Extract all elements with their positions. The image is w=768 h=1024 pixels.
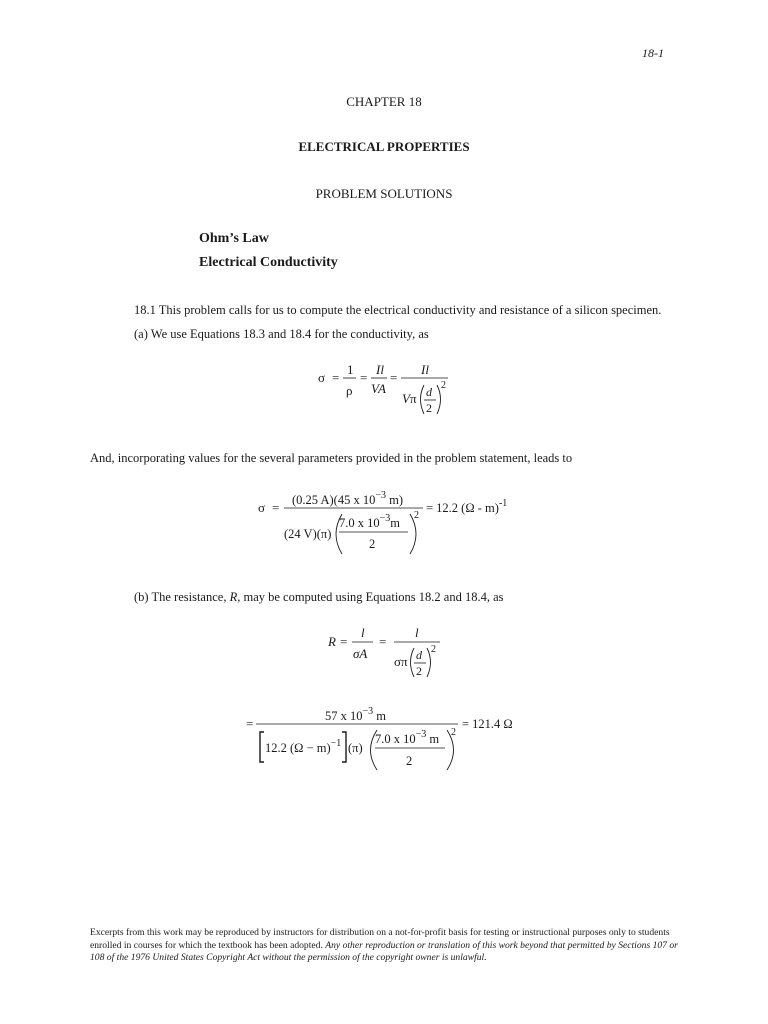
eq3-equals-2: = (379, 634, 387, 649)
eq4-outer-exponent: 2 (451, 727, 456, 738)
eq2-result: = 12.2 (Ω - m)$^{-1}$ (426, 498, 508, 515)
eq3-equals-1: = (340, 634, 348, 649)
eq1-equals-1: = (332, 370, 340, 385)
copyright-footer (90, 927, 680, 965)
footer-italic-text: Any other reproduction or translation of this work beyond that permitted by Sections 107 or 108 of the 1976 United States Copyright Act without the permission of the copyright owner is unlawful. (90, 939, 678, 964)
eq3-l: l (361, 625, 365, 640)
eq4-denominator-b: (π) (348, 741, 363, 755)
eq1-two: 2 (426, 401, 432, 415)
part-b-text (134, 590, 504, 605)
eq1-equals-2: = (360, 370, 368, 385)
eq3-left-paren (411, 648, 415, 677)
conductivity-value-equation (250, 482, 540, 562)
eq1-one: 1 (347, 362, 354, 377)
eq1-rho: ρ (346, 383, 353, 398)
part-b-suffix: , may be computed using Equations 18.2 and 18.4, as (237, 590, 504, 604)
eq1-va: VA (371, 381, 386, 396)
eq4-numerator: 57 x $10^{-3}$ m (325, 706, 386, 723)
eq1-equals-3: = (390, 370, 398, 385)
incorporating-text: And, incorporating values for the several parameters provided in the problem statement, leads to (90, 451, 573, 465)
eq4-result: = 121.4 Ω (462, 717, 513, 731)
eq3-d: d (416, 648, 422, 662)
eq1-il: Il (376, 362, 384, 377)
chapter-heading: CHAPTER 18 (346, 94, 422, 109)
eq2-denominator-a: (24 V)(π) (284, 527, 332, 541)
eq1-il-2: Il (421, 362, 429, 377)
eq2-outer-exponent: 2 (414, 510, 419, 521)
eq3-exponent: 2 (431, 644, 436, 655)
eq3-r: R (328, 634, 336, 649)
eq2-inner-denominator: 2 (369, 537, 376, 551)
eq4-equals: = (246, 716, 254, 731)
eq4-inner-numerator: 7.0 x $10^{-3}$ m (375, 729, 440, 746)
eq1-d: d (426, 385, 432, 399)
eq1-pi: π (410, 391, 417, 406)
conductivity-equation (300, 358, 500, 430)
eq1-left-paren (421, 385, 425, 414)
eq3-l-2: l (415, 625, 419, 640)
resistance-equation (322, 622, 472, 688)
eq2-numerator: (0.25 A)(45 x $10^{-3}$ m) (292, 490, 403, 507)
part-b-prefix: (b) The resistance, (134, 590, 230, 604)
eq1-right-paren (437, 385, 441, 414)
chapter-subtitle: PROBLEM SOLUTIONS (315, 186, 453, 201)
part-b-variable: R (229, 590, 238, 604)
eq3-right-paren (427, 648, 431, 677)
eq2-sigma: σ (258, 500, 266, 515)
eq4-left-bracket (260, 732, 264, 762)
footer-normal-text: Excerpts from this work may be reproduced by instructors for distribution on a not-for-profit basis for testing or instructional purposes only to students enrolled in courses for which the textbook has been adopted. (90, 927, 670, 951)
eq4-inner-denominator: 2 (406, 754, 413, 768)
resistance-value-equation (244, 700, 544, 780)
eq4-right-bracket (342, 732, 346, 762)
eq3-sigma-pi: σπ (394, 654, 408, 669)
eq1-exponent: 2 (441, 380, 446, 391)
section-heading-electrical-conductivity: Electrical Conductivity (199, 255, 338, 270)
eq1-sigma: σ (318, 370, 326, 385)
eq1-v: V (402, 391, 410, 406)
problem-intro: 18.1 This problem calls for us to compute the electrical conductivity and resistance of a silicon specimen. (134, 303, 662, 317)
eq2-inner-numerator: 7.0 x $10^{-3}m$ (339, 513, 400, 530)
eq2-equals: = (272, 500, 280, 515)
chapter-title: ELECTRICAL PROPERTIES (298, 139, 470, 154)
eq3-sigma-a: σA (353, 646, 368, 661)
eq4-denominator-a: 12.2 $(\Omega - m)^{-1}$ (265, 738, 342, 755)
eq3-two: 2 (416, 664, 422, 678)
part-a-text: (a) We use Equations 18.3 and 18.4 for the conductivity, as (134, 327, 429, 341)
section-heading-ohms-law: Ohm’s Law (199, 231, 269, 246)
page-number: 18-1 (642, 46, 664, 60)
